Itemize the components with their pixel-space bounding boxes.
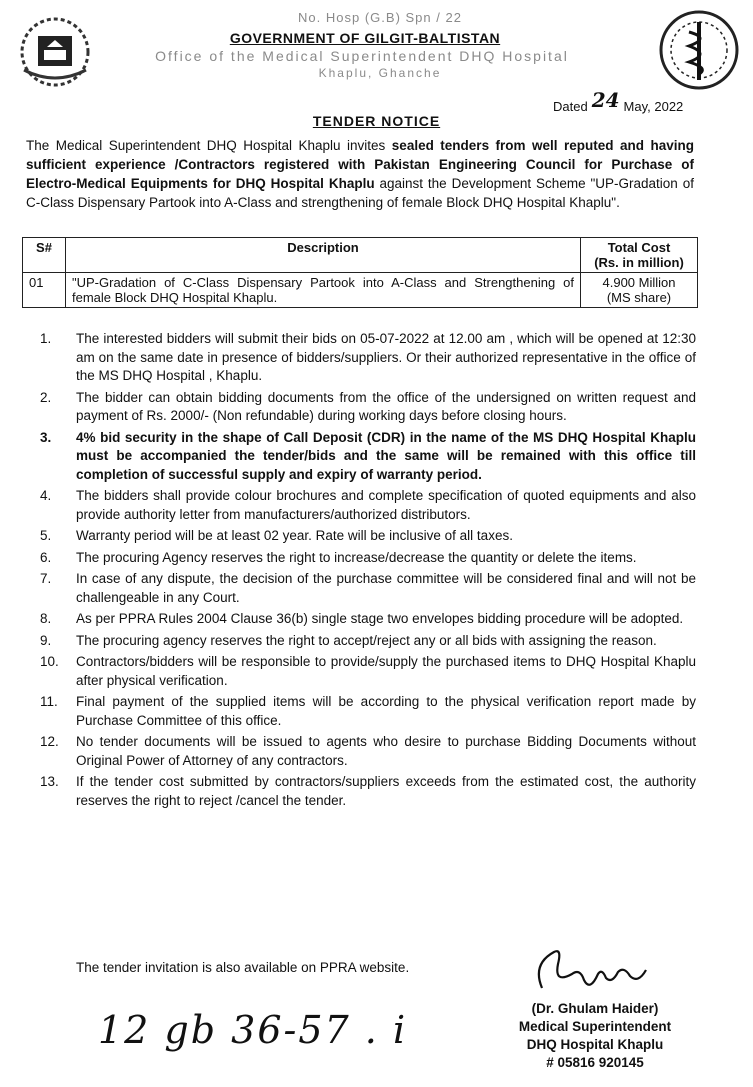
header-sn: S# bbox=[23, 238, 66, 273]
list-item bbox=[40, 632, 696, 651]
row-description: "UP-Gradation of C-Class Dispensary Partook into A-Class and Strengthening of female Block DHQ Hospital Khaplu. bbox=[66, 273, 581, 308]
row-cost-line2: (MS share) bbox=[606, 290, 672, 305]
list-item bbox=[40, 733, 696, 770]
table-header-row bbox=[23, 238, 698, 273]
term-number: 4. bbox=[40, 488, 52, 503]
term-text: The procuring Agency reserves the right to increase/decrease the quantity or delete the items. bbox=[76, 549, 637, 565]
signature-icon bbox=[528, 944, 668, 1004]
term-text: Warranty period will be at least 02 year. Rate will be inclusive of all taxes. bbox=[76, 528, 513, 543]
term-number: 11. bbox=[40, 694, 58, 709]
date-rest: May, 2022 bbox=[623, 99, 684, 114]
reference-number: No. Hosp (G.B) Spn / 22 bbox=[298, 10, 462, 25]
intro-text-2: against the Development Scheme "UP-Gradation of C-Class Dispensary Partook into A-Class and strengthening of female Block DHQ Hospital Khaplu". bbox=[26, 176, 694, 210]
term-text: Final payment of the supplied items will be according to the physical verification report made by Purchase Committee of this office. bbox=[76, 694, 696, 728]
signatory-name: (Dr. Ghulam Haider) bbox=[531, 1001, 659, 1016]
term-text: The bidder can obtain bidding documents from the office of the undersigned on written request and payment of Rs. 2000/- (Non refundable) during working days before closing hours. bbox=[76, 389, 696, 423]
term-number: 12. bbox=[40, 734, 59, 749]
header-total-cost bbox=[581, 238, 698, 273]
ppra-note: The tender invitation is also available on PPRA website. bbox=[76, 960, 410, 975]
intro-text-1: The Medical Superintendent DHQ Hospital Khaplu invites bbox=[26, 138, 392, 153]
list-item bbox=[40, 570, 696, 607]
list-item bbox=[40, 330, 696, 386]
list-item bbox=[40, 610, 696, 629]
term-text: The interested bidders will submit their bids on 05-07-2022 at 12.00 am , which will be opened at 12:30 am on the same date in presence of bidders/suppliers. Or their authorized representative in the office of the MS DHQ Hospital , Khaplu. bbox=[76, 331, 696, 383]
term-text: The procuring agency reserves the right to accept/reject any or all bids with assigning the reason. bbox=[76, 632, 657, 648]
term-number: 8. bbox=[40, 611, 52, 626]
list-item bbox=[40, 549, 696, 568]
intro-paragraph bbox=[26, 136, 694, 212]
signatory-title: Medical Superintendent bbox=[518, 1019, 672, 1034]
page-title: TENDER NOTICE bbox=[312, 113, 441, 129]
list-item bbox=[40, 389, 696, 426]
list-item bbox=[40, 527, 696, 546]
gilgit-baltistan-emblem-icon bbox=[14, 16, 96, 88]
date-prefix: Dated bbox=[553, 99, 588, 114]
list-item bbox=[40, 429, 696, 485]
term-number: 2. bbox=[40, 389, 52, 405]
term-number: 5. bbox=[40, 528, 52, 543]
term-number: 9. bbox=[40, 632, 52, 648]
row-total-cost bbox=[581, 273, 698, 308]
signatory-phone: # 05816 920145 bbox=[546, 1055, 644, 1070]
list-item bbox=[40, 773, 696, 810]
medical-emblem-icon bbox=[656, 8, 742, 92]
office-location: Khaplu, Ghanche bbox=[318, 66, 442, 80]
table-row bbox=[23, 273, 698, 308]
term-text: As per PPRA Rules 2004 Clause 36(b) single stage two envelopes bidding procedure will be adopted. bbox=[76, 611, 684, 626]
signature-block bbox=[490, 1000, 700, 1072]
handwritten-note: 12 gb 36-57 . i bbox=[98, 1008, 408, 1052]
row-cost-line1: 4.900 Million bbox=[602, 275, 676, 290]
term-text: In case of any dispute, the decision of the purchase committee will be considered final and will not be challengeable in any Court. bbox=[76, 571, 696, 605]
list-item bbox=[40, 487, 696, 524]
terms-list bbox=[40, 330, 696, 813]
row-sn: 01 bbox=[23, 273, 66, 308]
term-number: 13. bbox=[40, 774, 59, 789]
term-text: No tender documents will be issued to agents who desire to purchase Bidding Documents without Original Power of Attorney of any contractors. bbox=[76, 734, 696, 768]
term-number: 3. bbox=[40, 429, 52, 445]
header-cost-line1: Total Cost bbox=[607, 240, 671, 255]
list-item bbox=[40, 693, 696, 730]
term-number: 10. bbox=[40, 654, 59, 669]
header-cost-line2: (Rs. in million) bbox=[594, 255, 684, 270]
header-description: Description bbox=[66, 238, 581, 273]
term-text: Contractors/bidders will be responsible to provide/supply the purchased items to DHQ Hospital Khaplu after physical verification. bbox=[76, 654, 696, 688]
government-title: GOVERNMENT OF GILGIT-BALTISTAN bbox=[229, 30, 501, 46]
signatory-office: DHQ Hospital Khaplu bbox=[526, 1037, 664, 1052]
office-title: Office of the Medical Superintendent DHQ Hospital bbox=[155, 48, 569, 64]
term-text: 4% bid security in the shape of Call Deposit (CDR) in the name of the MS DHQ Hospital Khaplu must be accompanied the tender/bids and the same will be remained with this office till completion of successful supply and expiry of warranty period. bbox=[76, 429, 696, 482]
term-text: The bidders shall provide colour brochures and complete specification of quoted equipments and also provide authority letter from manufacturers/authorized distributors. bbox=[76, 488, 696, 522]
term-text: If the tender cost submitted by contractors/suppliers exceeds from the estimated cost, the authority reserves the right to reject /cancel the tender. bbox=[76, 774, 696, 808]
list-item bbox=[40, 653, 696, 690]
intro-text-bold: sealed tenders from well reputed and having sufficient experience /Contractors registered with Pakistan Engineering Council for Purchase of Electro-Medical Equipments for DHQ Hospital Khaplu bbox=[26, 138, 694, 191]
tender-table bbox=[22, 237, 698, 308]
date-day: 24 bbox=[591, 88, 620, 112]
term-number: 1. bbox=[40, 331, 52, 346]
term-number: 7. bbox=[40, 571, 52, 586]
term-number: 6. bbox=[40, 549, 52, 565]
